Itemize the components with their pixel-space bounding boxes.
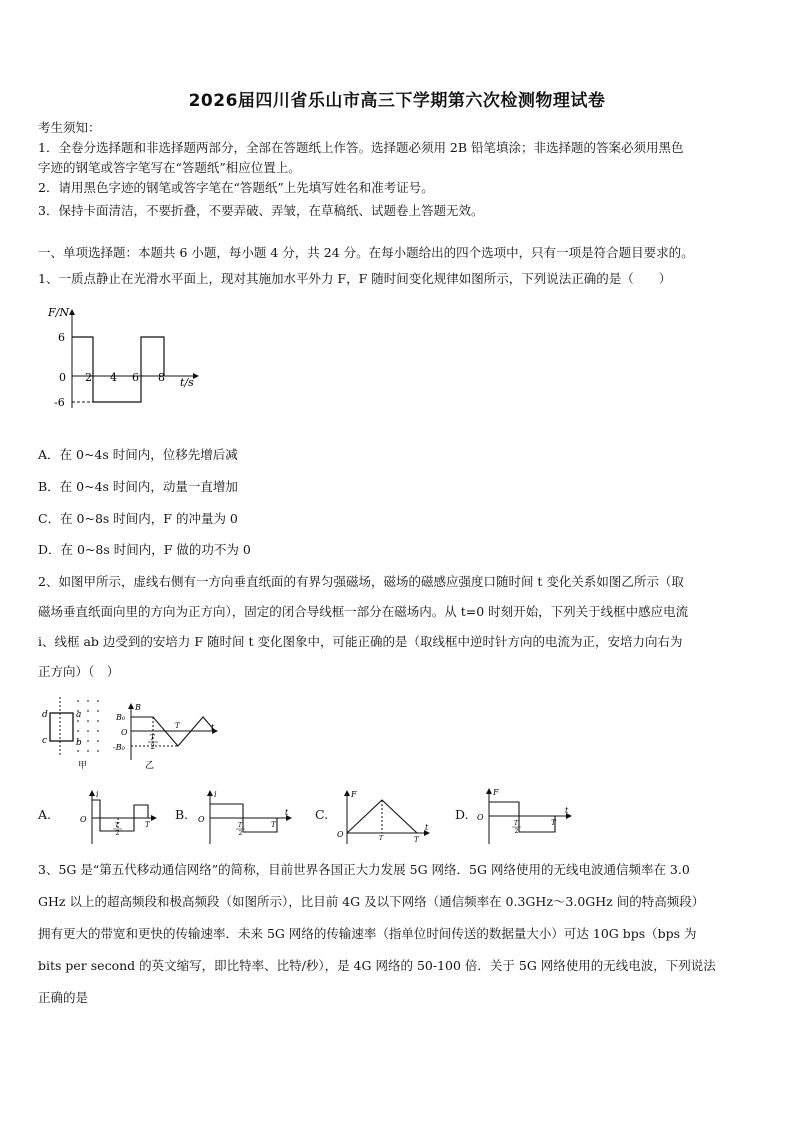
q2-yi-origin: O [121, 728, 128, 737]
q1-force-graph [40, 300, 210, 415]
svg-text:T: T [271, 821, 276, 829]
q1-option-c: C．在 0~8s 时间内，F 的冲量为 0 [38, 511, 238, 526]
q2-yi-t-mark: T [175, 722, 180, 730]
svg-text:2: 2 [514, 828, 519, 835]
q2-line-3: i、线框 ab 边受到的安培力 F 随时间 t 变化图象中，可能正确的是（取线框中逆时针方向的电流为正，安培力向右为 [38, 634, 683, 649]
q1-option-a: A．在 0~4s 时间内，位移先增后减 [38, 447, 238, 462]
svg-text:2: 2 [238, 830, 243, 837]
q1-y-tick-6: 6 [58, 331, 65, 344]
q2-yi-y-label: B [135, 703, 141, 712]
q2-line-4: 正方向）（ ） [38, 664, 120, 679]
q2-option-a-label: A. [38, 807, 52, 822]
svg-text:F: F [351, 790, 357, 799]
q2-yi-neg-b0: -B₀ [113, 743, 125, 752]
q2-wire-frame [50, 713, 73, 741]
q2-line-2: 磁场垂直纸面向里的方向为正方向），固定的闭合导线框一部分在磁场内。从 t=0 时刻开始，下列关于线框中感应电流 [38, 604, 689, 619]
q1-option-b: B．在 0~4s 时间内，动量一直增加 [38, 479, 238, 494]
notice-heading: 考生须知： [38, 120, 101, 135]
q2-caption-jia: 甲 [78, 761, 88, 770]
q2-line-1: 2、如图甲所示，虚线右侧有一方向垂直纸面的有界匀强磁场，磁场的磁感应强度口随时间 t 变化关系如图乙所示（取 [38, 574, 684, 589]
svg-text:T: T [379, 835, 384, 842]
q2-option-d-graph [475, 786, 575, 846]
svg-text:F: F [493, 788, 499, 797]
page-title: 2026届四川省乐山市高三下学期第六次检测物理试卷 [188, 91, 606, 111]
q3-line-3: 拥有更大的带宽和更快的传输速率．未来 5G 网络的传输速率（指单位时间传送的数据量大小）可达 10G bps（bps 为 [38, 926, 697, 941]
q2-a-curve [92, 800, 148, 831]
svg-text:t: t [565, 806, 569, 815]
q2-label-a: a [76, 710, 82, 720]
q2-d-curve [489, 802, 555, 832]
notice-item-3: 3．保持卡面清洁，不要折叠，不要弄破、弄皱，在草稿纸、试题卷上答题无效。 [38, 203, 484, 218]
q2-label-c: c [42, 736, 48, 746]
q1-x-tick-2: 2 [85, 371, 92, 384]
q2-caption-yi: 乙 [145, 761, 155, 770]
q2-option-d-label: D. [455, 807, 469, 822]
q1-force-curve [72, 337, 164, 402]
svg-text:O: O [337, 830, 344, 839]
q1-y-label: F/N [48, 306, 69, 319]
q2-figure-yi [113, 700, 223, 770]
svg-text:O: O [198, 815, 205, 824]
svg-text:O: O [80, 815, 87, 824]
q2-label-b: b [76, 738, 82, 748]
q2-yi-b0: B₀ [116, 713, 126, 722]
svg-text:T: T [514, 820, 519, 827]
q1-option-d: D．在 0~8s 时间内，F 做的功不为 0 [38, 542, 251, 557]
q2-yi-x-label: t [211, 723, 215, 732]
q1-x-tick-4: 4 [110, 371, 117, 384]
q2-option-b-label: B. [175, 807, 189, 822]
svg-text:i: i [214, 790, 217, 799]
svg-text:T: T [414, 836, 419, 844]
q3-line-2: GHz 以上的超高频段和极高频段（如图所示），比目前 4G 及以下网络（通信频率在 0.3GHz～3.0GHz 间的特高频段） [38, 894, 705, 909]
q2-yi-t-half-num: T [150, 734, 155, 742]
q3-line-4: bits per second 的英文缩写，即比特率、比特/秒），是 4G 网络的 50-100 倍．关于 5G 网络使用的无线电波，下列说法 [38, 958, 716, 973]
q3-line-1: 3、5G 是“第五代移动通信网络”的简称，目前世界各国正大力发展 5G 网络．5G 网络使用的无线电波通信频率在 3.0 [38, 862, 690, 877]
q2-option-a-graph [72, 788, 160, 846]
q1-x-tick-8: 8 [158, 371, 165, 384]
q1-origin: 0 [59, 371, 66, 384]
q1-x-label: t/s [180, 376, 194, 389]
svg-text:t: t [285, 808, 289, 817]
svg-text:T: T [115, 822, 120, 829]
q1-x-tick-6: 6 [132, 371, 139, 384]
svg-text:O: O [477, 813, 484, 822]
q3-line-5: 正确的是 [38, 990, 89, 1005]
svg-text:i: i [96, 790, 99, 799]
svg-text:T: T [551, 819, 556, 827]
q2-yi-t-half-den: 2 [150, 743, 155, 751]
q1-stem: 1、一质点静止在光滑水平面上，现对其施加水平外力 F，F 随时间变化规律如图所示，下列说法正确的是（ ） [38, 271, 672, 286]
q2-option-b-graph [195, 788, 295, 846]
q2-figure-jia [38, 695, 113, 770]
svg-text:t: t [425, 823, 429, 832]
q1-y-tick-neg6: -6 [54, 396, 65, 409]
notice-item-1-line-2: 字迹的钢笔或答字笔写在“答题纸”相应位置上。 [38, 160, 301, 175]
svg-text:T: T [238, 822, 243, 829]
q2-option-c-graph [335, 788, 435, 846]
q2-label-d: d [42, 710, 48, 720]
notice-item-2: 2．请用黑色字迹的钢笔或答字笔在“答题纸”上先填写姓名和准考证号。 [38, 180, 434, 195]
svg-text:T: T [145, 821, 150, 829]
section-heading: 一、单项选择题：本题共 6 小题，每小题 4 分，共 24 分。在每小题给出的四个选项中，只有一项是符合题目要求的。 [38, 245, 694, 260]
notice-item-1-line-1: 1．全卷分选择题和非选择题两部分，全部在答题纸上作答。选择题必须用 2B 铅笔填涂；非选择题的答案必须用黑色 [38, 140, 684, 155]
svg-text:2: 2 [115, 830, 120, 837]
q2-option-c-label: C. [315, 807, 329, 822]
